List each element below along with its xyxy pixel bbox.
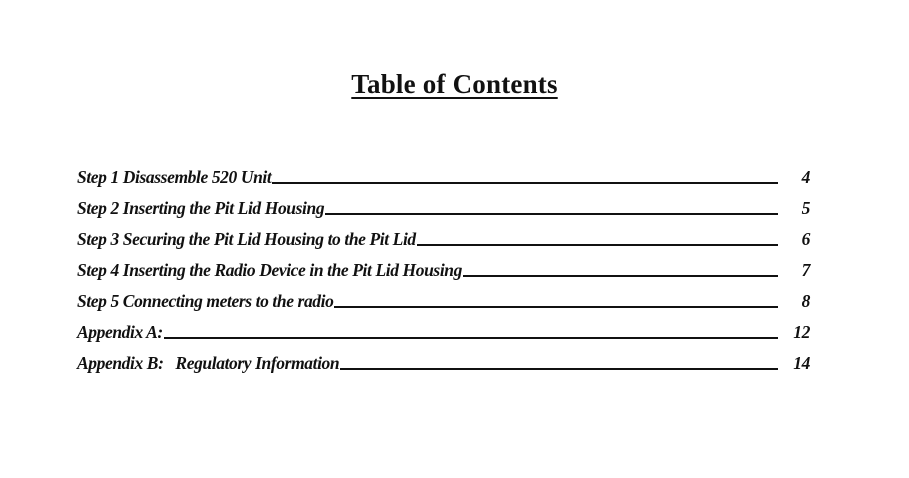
toc-leader-line: [463, 275, 778, 277]
toc-entry-label: Appendix A:: [77, 322, 163, 342]
toc-entry-step-3[interactable]: [77, 219, 810, 250]
page-title: [0, 68, 909, 100]
toc-leader-line: [164, 337, 778, 339]
toc-entry-label: Step 4 Inserting the Radio Device in the Pit Lid Housing: [77, 260, 462, 280]
toc-leader-line: [334, 306, 778, 308]
toc-entry-appendix-b[interactable]: [77, 343, 810, 374]
toc-page-number: 12: [793, 322, 810, 342]
toc-entry-label: Appendix B: Regulatory Information: [77, 353, 340, 373]
toc-entry-label: Step 5 Connecting meters to the radio: [77, 291, 334, 311]
toc-entry-label: Step 2 Inserting the Pit Lid Housing: [77, 198, 325, 218]
toc-entry-label: Step 1 Disassemble 520 Unit: [77, 167, 272, 187]
toc-page-number: 4: [801, 167, 810, 187]
toc-page-number: 5: [801, 198, 810, 218]
toc-page-number: 6: [801, 229, 810, 249]
toc-entry-step-1[interactable]: [77, 157, 810, 188]
toc-page-number: 7: [801, 260, 810, 280]
toc-list: [77, 157, 810, 374]
toc-leader-line: [272, 182, 778, 184]
toc-entry-step-4[interactable]: [77, 250, 810, 281]
toc-leader-line: [325, 213, 778, 215]
toc-leader-line: [417, 244, 778, 246]
toc-page-number: 8: [801, 291, 810, 311]
toc-heading: Table of Contents: [351, 69, 558, 99]
toc-page-number: 14: [793, 353, 810, 373]
toc-entry-label: Step 3 Securing the Pit Lid Housing to the Pit Lid: [77, 229, 416, 249]
toc-entry-step-2[interactable]: [77, 188, 810, 219]
toc-entry-step-5[interactable]: [77, 281, 810, 312]
toc-entry-appendix-a[interactable]: [77, 312, 810, 343]
toc-leader-line: [340, 368, 778, 370]
